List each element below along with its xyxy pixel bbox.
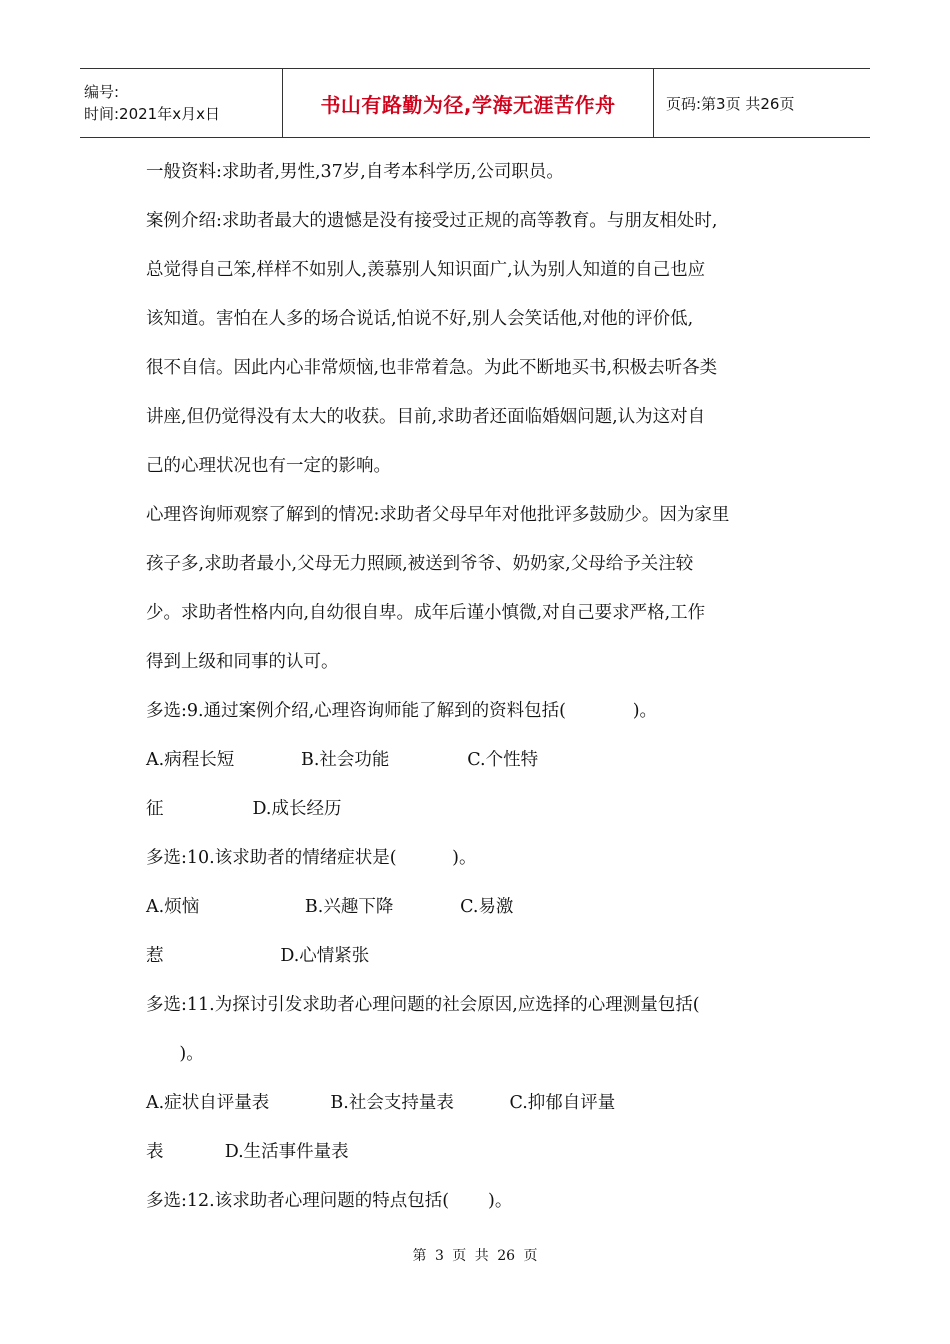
document-number-label: 编号: bbox=[84, 83, 120, 101]
question-10: 多选:10.该求助者的情绪症状是( )。 bbox=[146, 848, 477, 868]
header-meta bbox=[80, 69, 282, 137]
body-line: 一般资料:求助者,男性,37岁,自考本科学历,公司职员。 bbox=[146, 162, 564, 182]
body-line: 该知道。害怕在人多的场合说话,怕说不好,别人会笑话他,对他的评价低, bbox=[146, 309, 694, 329]
document-time-label: 时间:2021年x月x日 bbox=[84, 105, 220, 123]
header-motto-cell bbox=[282, 69, 654, 137]
page-header bbox=[80, 68, 870, 138]
question-11: 多选:11.为探讨引发求助者心理问题的社会原因,应选择的心理测量包括( bbox=[146, 995, 700, 1015]
page-footer: 第 3 页 共 26 页 bbox=[412, 1248, 538, 1264]
question-9-options-cont: 征 D.成长经历 bbox=[146, 799, 342, 819]
body-line: 讲座,但仍觉得没有太大的收获。目前,求助者还面临婚姻问题,认为这对自 bbox=[146, 407, 706, 427]
question-9-options: A.病程长短 B.社会功能 C.个性特 bbox=[146, 750, 539, 770]
document-body bbox=[146, 152, 806, 1230]
body-line: 案例介绍:求助者最大的遗憾是没有接受过正规的高等教育。与朋友相处时, bbox=[146, 211, 718, 231]
header-page-cell bbox=[654, 69, 870, 137]
body-line: 很不自信。因此内心非常烦恼,也非常着急。为此不断地买书,积极去听各类 bbox=[146, 358, 718, 378]
question-11-options: A.症状自评量表 B.社会支持量表 C.抑郁自评量 bbox=[146, 1093, 616, 1113]
question-11-cont: )。 bbox=[146, 1044, 204, 1064]
body-line: 总觉得自己笨,样样不如别人,羡慕别人知识面广,认为别人知道的自己也应 bbox=[146, 260, 706, 280]
question-10-options: A.烦恼 B.兴趣下降 C.易激 bbox=[146, 897, 514, 917]
question-11-options-cont: 表 D.生活事件量表 bbox=[146, 1142, 349, 1162]
body-line: 心理咨询师观察了解到的情况:求助者父母早年对他批评多鼓励少。因为家里 bbox=[146, 505, 730, 525]
body-line: 得到上级和同事的认可。 bbox=[146, 652, 339, 672]
question-12: 多选:12.该求助者心理问题的特点包括( )。 bbox=[146, 1191, 513, 1211]
header-page-info: 页码:第3页 共26页 bbox=[666, 94, 795, 113]
body-line: 己的心理状况也有一定的影响。 bbox=[146, 456, 391, 476]
body-line: 少。求助者性格内向,自幼很自卑。成年后谨小慎微,对自己要求严格,工作 bbox=[146, 603, 706, 623]
body-line: 孩子多,求助者最小,父母无力照顾,被送到爷爷、奶奶家,父母给予关注较 bbox=[146, 554, 694, 574]
question-10-options-cont: 惹 D.心情紧张 bbox=[146, 946, 370, 966]
question-9: 多选:9.通过案例介绍,心理咨询师能了解到的资料包括( )。 bbox=[146, 701, 658, 721]
header-motto: 书山有路勤为径,学海无涯苦作舟 bbox=[320, 92, 616, 117]
